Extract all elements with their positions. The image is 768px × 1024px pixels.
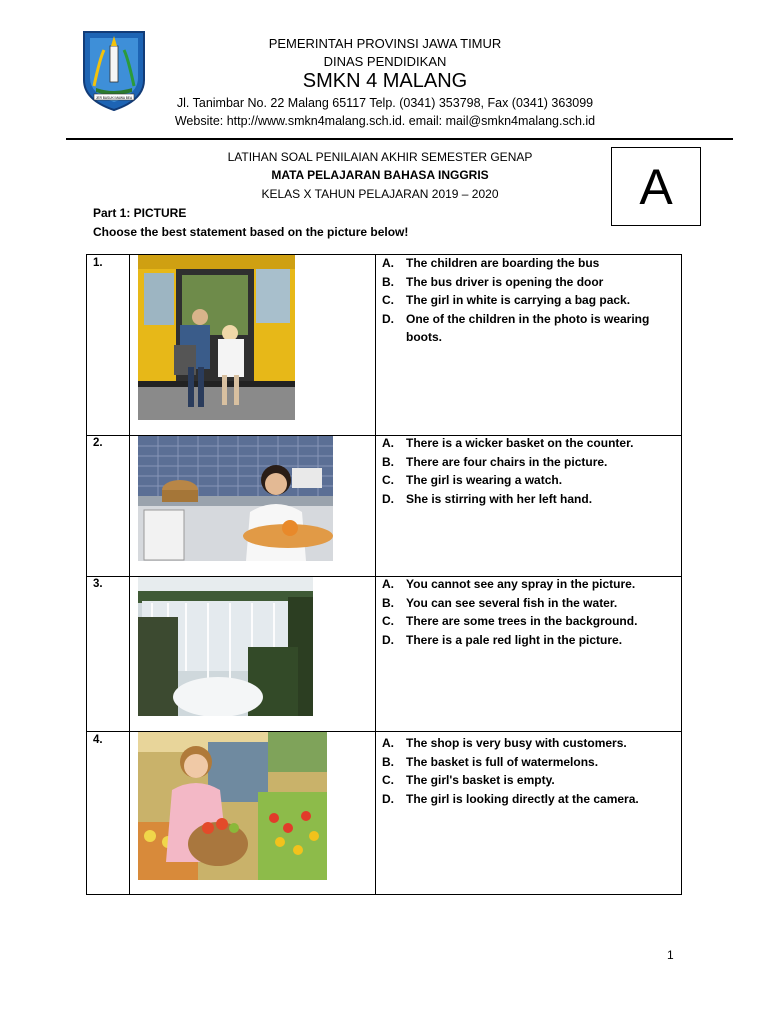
option-text: You can see several fish in the water. <box>406 595 618 610</box>
table-column-divider <box>375 254 376 895</box>
exam-subject: MATA PELAJARAN BAHASA INGGRIS <box>271 168 489 182</box>
option-letter: B. <box>382 595 394 610</box>
option-letter: C. <box>382 614 394 628</box>
question-1-options <box>382 254 678 347</box>
option-letter: C. <box>382 773 394 787</box>
option-letter: B. <box>382 754 394 769</box>
option-text: There are four chairs in the picture. <box>406 454 608 469</box>
option-d[interactable] <box>382 790 678 809</box>
table-column-divider <box>129 254 130 895</box>
option-text: The girl's basket is empty. <box>406 773 555 787</box>
option-a[interactable] <box>382 434 678 453</box>
government-name: PEMERINTAH PROVINSI JAWA TIMUR <box>268 36 502 51</box>
option-letter: D. <box>382 632 394 647</box>
school-website: Website: http://www.smkn4malang.sch.id. email: mail@smkn4malang.sch.id <box>174 114 596 128</box>
option-text: The shop is very busy with customers. <box>406 736 627 750</box>
option-c[interactable] <box>382 771 678 790</box>
exam-title: LATIHAN SOAL PENILAIAN AKHIR SEMESTER GENAP <box>227 150 533 164</box>
option-b[interactable] <box>382 753 678 772</box>
option-d[interactable] <box>382 310 678 347</box>
option-d[interactable] <box>382 490 678 509</box>
option-text: The girl is wearing a watch. <box>406 473 563 487</box>
option-text: You cannot see any spray in the picture. <box>406 577 636 591</box>
option-d[interactable] <box>382 631 678 650</box>
part-instruction: Choose the best statement based on the picture below! <box>93 225 409 239</box>
option-text: The children are boarding the bus <box>406 256 600 270</box>
option-text: The basket is full of watermelons. <box>406 754 599 769</box>
option-text: One of the children in the photo is wearing boots. <box>406 311 650 344</box>
option-b[interactable] <box>382 453 678 472</box>
school-bus-children-photo <box>138 255 295 420</box>
option-a[interactable] <box>382 254 678 273</box>
question-2-options <box>382 434 678 508</box>
option-letter: C. <box>382 293 394 307</box>
part-heading: Part 1: PICTURE <box>93 206 187 220</box>
question-3-options <box>382 575 678 649</box>
option-c[interactable] <box>382 291 678 310</box>
market-girl-basket-photo <box>138 732 327 880</box>
option-text: There is a pale red light in the picture. <box>406 632 623 647</box>
option-c[interactable] <box>382 612 678 631</box>
option-letter: D. <box>382 491 394 506</box>
option-text: There are some trees in the background. <box>406 614 638 628</box>
question-4-options <box>382 734 678 808</box>
header-divider <box>66 138 733 140</box>
option-letter: D. <box>382 311 394 326</box>
option-letter: B. <box>382 274 394 289</box>
option-text: There is a wicker basket on the counter. <box>406 436 634 450</box>
option-letter: D. <box>382 791 394 806</box>
option-c[interactable] <box>382 471 678 490</box>
option-b[interactable] <box>382 594 678 613</box>
school-name: SMKN 4 MALANG <box>302 70 468 92</box>
option-a[interactable] <box>382 575 678 594</box>
page-number: 1 <box>667 948 674 962</box>
option-letter: A. <box>382 577 394 591</box>
question-number: 4. <box>93 734 103 746</box>
exam-variant-box: A <box>611 147 701 226</box>
option-letter: A. <box>382 256 394 270</box>
option-text: The girl in white is carrying a bag pack. <box>406 293 631 307</box>
option-text: The bus driver is opening the door <box>406 274 604 289</box>
department-name: DINAS PENDIDIKAN <box>323 54 447 69</box>
exam-class-year: KELAS X TAHUN PELAJARAN 2019 – 2020 <box>261 187 499 201</box>
option-letter: C. <box>382 473 394 487</box>
question-number: 1. <box>93 257 103 269</box>
option-text: She is stirring with her left hand. <box>406 491 593 506</box>
option-letter: B. <box>382 454 394 469</box>
question-number: 2. <box>93 437 103 449</box>
option-b[interactable] <box>382 273 678 292</box>
kitchen-girl-photo <box>138 436 333 561</box>
question-number: 3. <box>93 578 103 590</box>
option-letter: A. <box>382 736 394 750</box>
option-letter: A. <box>382 436 394 450</box>
option-a[interactable] <box>382 734 678 753</box>
waterfall-photo <box>138 577 313 716</box>
school-address: Jl. Tanimbar No. 22 Malang 65117 Telp. (0341) 353798, Fax (0341) 363099 <box>176 96 594 110</box>
option-text: The girl is looking directly at the camera. <box>406 791 639 806</box>
svg-text:JER BASUKI MAWA BEA: JER BASUKI MAWA BEA <box>95 96 133 100</box>
